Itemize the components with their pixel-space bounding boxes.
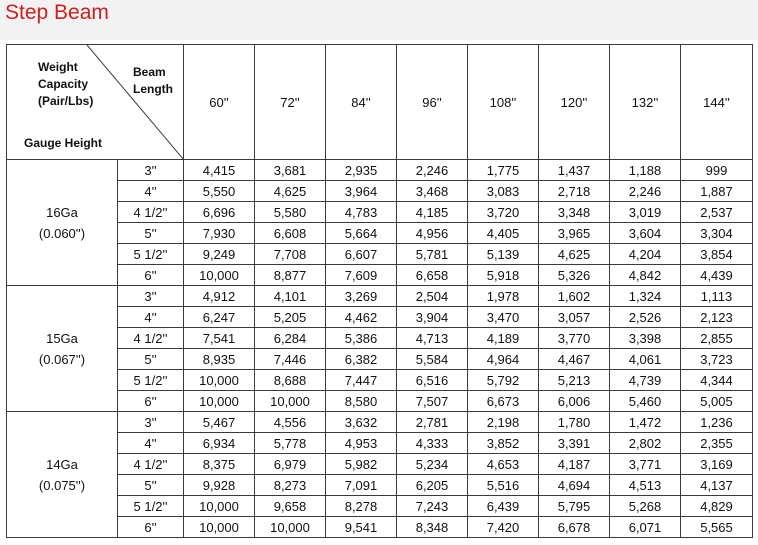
capacity-cell: 5,664 — [326, 223, 397, 244]
capacity-cell: 4,344 — [681, 370, 753, 391]
gauge-group-cell — [7, 160, 118, 286]
beam-height-cell: 6'' — [118, 517, 184, 538]
capacity-cell: 3,854 — [681, 244, 753, 265]
capacity-cell: 4,964 — [468, 349, 539, 370]
capacity-cell: 8,688 — [255, 370, 326, 391]
table-row — [7, 433, 753, 454]
capacity-cell: 6,516 — [397, 370, 468, 391]
capacity-cell: 6,673 — [468, 391, 539, 412]
beam-height-cell: 5'' — [118, 349, 184, 370]
beam-height-cell: 4 1/2'' — [118, 202, 184, 223]
capacity-cell: 7,091 — [326, 475, 397, 496]
capacity-cell: 4,829 — [681, 496, 753, 517]
capacity-cell: 3,604 — [610, 223, 681, 244]
capacity-cell: 8,580 — [326, 391, 397, 412]
capacity-cell: 4,333 — [397, 433, 468, 454]
capacity-cell: 4,956 — [397, 223, 468, 244]
capacity-table — [6, 44, 753, 538]
capacity-cell: 4,187 — [539, 454, 610, 475]
beam-length-header: 132'' — [610, 45, 681, 160]
capacity-cell: 6,658 — [397, 265, 468, 286]
table-row — [7, 412, 753, 433]
beam-length-header: 120'' — [539, 45, 610, 160]
capacity-cell: 3,771 — [610, 454, 681, 475]
capacity-cell: 3,720 — [468, 202, 539, 223]
beam-length-line2: Length — [133, 82, 173, 96]
capacity-cell: 2,718 — [539, 181, 610, 202]
capacity-cell: 6,006 — [539, 391, 610, 412]
capacity-cell: 3,770 — [539, 328, 610, 349]
capacity-cell: 4,462 — [326, 307, 397, 328]
capacity-cell: 3,269 — [326, 286, 397, 307]
beam-height-cell: 4'' — [118, 181, 184, 202]
capacity-cell: 3,169 — [681, 454, 753, 475]
capacity-cell: 5,516 — [468, 475, 539, 496]
beam-height-cell: 3'' — [118, 160, 184, 181]
capacity-cell: 4,912 — [184, 286, 255, 307]
capacity-cell: 1,437 — [539, 160, 610, 181]
table-row — [7, 496, 753, 517]
beam-length-header: 96'' — [397, 45, 468, 160]
capacity-cell: 4,783 — [326, 202, 397, 223]
capacity-cell: 8,375 — [184, 454, 255, 475]
gauge-thickness: (0.060'') — [38, 225, 86, 241]
capacity-cell: 3,057 — [539, 307, 610, 328]
capacity-cell: 9,928 — [184, 475, 255, 496]
capacity-cell: 1,113 — [681, 286, 753, 307]
capacity-cell: 3,723 — [681, 349, 753, 370]
capacity-cell: 3,964 — [326, 181, 397, 202]
capacity-cell: 5,460 — [610, 391, 681, 412]
capacity-cell: 9,541 — [326, 517, 397, 538]
capacity-cell: 6,071 — [610, 517, 681, 538]
weight-capacity-label — [38, 59, 93, 110]
capacity-cell: 1,236 — [681, 412, 753, 433]
capacity-cell: 5,268 — [610, 496, 681, 517]
capacity-cell: 7,446 — [255, 349, 326, 370]
table-row — [7, 517, 753, 538]
table-row — [7, 391, 753, 412]
capacity-cell: 4,556 — [255, 412, 326, 433]
beam-height-cell: 5 1/2'' — [118, 496, 184, 517]
capacity-cell: 5,213 — [539, 370, 610, 391]
capacity-cell: 3,083 — [468, 181, 539, 202]
capacity-cell: 1,780 — [539, 412, 610, 433]
beam-height-cell: 4'' — [118, 433, 184, 454]
capacity-cell: 6,439 — [468, 496, 539, 517]
beam-height-cell: 5'' — [118, 223, 184, 244]
capacity-cell: 6,696 — [184, 202, 255, 223]
capacity-cell: 5,005 — [681, 391, 753, 412]
capacity-cell: 5,792 — [468, 370, 539, 391]
gauge-label: 16Ga — [46, 204, 78, 220]
capacity-cell: 4,415 — [184, 160, 255, 181]
capacity-cell: 6,607 — [326, 244, 397, 265]
capacity-cell: 3,632 — [326, 412, 397, 433]
beam-height-cell: 5'' — [118, 475, 184, 496]
table-row — [7, 244, 753, 265]
table-header — [7, 45, 753, 160]
table-row — [7, 349, 753, 370]
table-row — [7, 307, 753, 328]
capacity-cell: 5,205 — [255, 307, 326, 328]
capacity-cell: 2,123 — [681, 307, 753, 328]
capacity-cell: 10,000 — [184, 496, 255, 517]
capacity-cell: 7,541 — [184, 328, 255, 349]
capacity-cell: 5,795 — [539, 496, 610, 517]
beam-length-header: 72'' — [255, 45, 326, 160]
gauge-thickness: (0.075'') — [38, 477, 86, 493]
capacity-cell: 5,778 — [255, 433, 326, 454]
capacity-cell: 7,708 — [255, 244, 326, 265]
gauge-label: 15Ga — [46, 330, 78, 346]
table-body — [7, 160, 753, 538]
capacity-cell: 6,934 — [184, 433, 255, 454]
capacity-cell: 4,061 — [610, 349, 681, 370]
capacity-cell: 2,855 — [681, 328, 753, 349]
gauge-group-cell — [7, 412, 118, 538]
capacity-cell: 2,526 — [610, 307, 681, 328]
capacity-cell: 3,019 — [610, 202, 681, 223]
capacity-cell: 4,842 — [610, 265, 681, 286]
capacity-cell: 6,382 — [326, 349, 397, 370]
capacity-cell: 4,204 — [610, 244, 681, 265]
capacity-cell: 10,000 — [184, 517, 255, 538]
corner-header — [7, 45, 184, 160]
table-row — [7, 202, 753, 223]
capacity-cell: 4,739 — [610, 370, 681, 391]
capacity-cell: 7,507 — [397, 391, 468, 412]
capacity-cell: 5,584 — [397, 349, 468, 370]
beam-height-cell: 5 1/2'' — [118, 244, 184, 265]
capacity-cell: 3,398 — [610, 328, 681, 349]
weight-capacity-line2: Capacity — [38, 77, 89, 91]
table-row — [7, 286, 753, 307]
capacity-cell: 9,658 — [255, 496, 326, 517]
capacity-cell: 7,930 — [184, 223, 255, 244]
capacity-cell: 5,550 — [184, 181, 255, 202]
capacity-cell: 2,781 — [397, 412, 468, 433]
capacity-cell: 3,304 — [681, 223, 753, 244]
capacity-cell: 4,101 — [255, 286, 326, 307]
capacity-cell: 4,713 — [397, 328, 468, 349]
capacity-cell: 3,681 — [255, 160, 326, 181]
capacity-cell: 2,504 — [397, 286, 468, 307]
capacity-cell: 10,000 — [255, 391, 326, 412]
capacity-cell: 3,348 — [539, 202, 610, 223]
capacity-cell: 7,243 — [397, 496, 468, 517]
table-row — [7, 223, 753, 244]
capacity-cell: 9,249 — [184, 244, 255, 265]
capacity-cell: 4,185 — [397, 202, 468, 223]
capacity-cell: 10,000 — [255, 517, 326, 538]
beam-height-cell: 4'' — [118, 307, 184, 328]
capacity-cell: 1,978 — [468, 286, 539, 307]
capacity-cell: 5,982 — [326, 454, 397, 475]
capacity-cell: 5,386 — [326, 328, 397, 349]
capacity-cell: 3,852 — [468, 433, 539, 454]
capacity-cell: 5,918 — [468, 265, 539, 286]
beam-height-cell: 4 1/2'' — [118, 454, 184, 475]
capacity-cell: 10,000 — [184, 265, 255, 286]
gauge-group-cell — [7, 286, 118, 412]
capacity-cell: 6,979 — [255, 454, 326, 475]
table-row — [7, 475, 753, 496]
gauge-height-label: Gauge Height — [24, 136, 103, 150]
gauge-label: 14Ga — [46, 456, 78, 472]
capacity-cell: 4,694 — [539, 475, 610, 496]
beam-length-header: 144'' — [681, 45, 753, 160]
capacity-cell: 5,781 — [397, 244, 468, 265]
capacity-cell: 8,348 — [397, 517, 468, 538]
beam-length-line1: Beam — [133, 65, 166, 79]
capacity-cell: 8,935 — [184, 349, 255, 370]
capacity-cell: 6,608 — [255, 223, 326, 244]
capacity-cell: 10,000 — [184, 370, 255, 391]
capacity-cell: 4,653 — [468, 454, 539, 475]
capacity-cell: 4,953 — [326, 433, 397, 454]
table-row — [7, 454, 753, 475]
beam-length-header: 84'' — [326, 45, 397, 160]
capacity-cell: 2,802 — [610, 433, 681, 454]
capacity-cell: 1,324 — [610, 286, 681, 307]
capacity-cell: 5,580 — [255, 202, 326, 223]
table-row — [7, 328, 753, 349]
capacity-cell: 6,205 — [397, 475, 468, 496]
capacity-cell: 5,565 — [681, 517, 753, 538]
capacity-cell: 4,467 — [539, 349, 610, 370]
capacity-cell: 4,439 — [681, 265, 753, 286]
capacity-cell: 2,537 — [681, 202, 753, 223]
beam-length-label — [133, 64, 173, 98]
weight-capacity-line1: Weight — [38, 60, 78, 74]
capacity-cell: 4,625 — [255, 181, 326, 202]
capacity-cell: 1,188 — [610, 160, 681, 181]
beam-length-header: 60'' — [184, 45, 255, 160]
capacity-cell: 2,246 — [610, 181, 681, 202]
capacity-cell: 1,472 — [610, 412, 681, 433]
table-row — [7, 181, 753, 202]
header-row — [7, 45, 753, 160]
capacity-cell: 3,470 — [468, 307, 539, 328]
title-bar — [0, 0, 758, 40]
capacity-cell: 2,355 — [681, 433, 753, 454]
capacity-cell: 6,247 — [184, 307, 255, 328]
capacity-cell: 8,278 — [326, 496, 397, 517]
capacity-cell: 7,609 — [326, 265, 397, 286]
capacity-cell: 3,468 — [397, 181, 468, 202]
table-row — [7, 265, 753, 286]
capacity-cell: 8,877 — [255, 265, 326, 286]
beam-height-cell: 3'' — [118, 412, 184, 433]
capacity-cell: 5,326 — [539, 265, 610, 286]
capacity-cell: 8,273 — [255, 475, 326, 496]
gauge-thickness: (0.067'') — [38, 351, 86, 367]
capacity-cell: 4,137 — [681, 475, 753, 496]
capacity-cell: 4,405 — [468, 223, 539, 244]
capacity-cell: 1,775 — [468, 160, 539, 181]
beam-height-cell: 3'' — [118, 286, 184, 307]
capacity-cell: 2,935 — [326, 160, 397, 181]
capacity-cell: 10,000 — [184, 391, 255, 412]
weight-capacity-line3: (Pair/Lbs) — [38, 94, 94, 108]
table-row — [7, 370, 753, 391]
capacity-cell: 6,678 — [539, 517, 610, 538]
capacity-cell: 5,139 — [468, 244, 539, 265]
capacity-cell: 1,602 — [539, 286, 610, 307]
capacity-cell: 3,904 — [397, 307, 468, 328]
capacity-cell: 7,447 — [326, 370, 397, 391]
beam-height-cell: 5 1/2'' — [118, 370, 184, 391]
capacity-cell: 4,625 — [539, 244, 610, 265]
capacity-cell: 3,391 — [539, 433, 610, 454]
capacity-cell: 5,234 — [397, 454, 468, 475]
capacity-cell: 6,284 — [255, 328, 326, 349]
beam-height-cell: 6'' — [118, 391, 184, 412]
capacity-cell: 1,887 — [681, 181, 753, 202]
beam-height-cell: 6'' — [118, 265, 184, 286]
capacity-cell: 4,189 — [468, 328, 539, 349]
capacity-cell: 999 — [681, 160, 753, 181]
capacity-cell: 3,965 — [539, 223, 610, 244]
capacity-cell: 5,467 — [184, 412, 255, 433]
capacity-cell: 2,246 — [397, 160, 468, 181]
beam-length-header: 108'' — [468, 45, 539, 160]
capacity-cell: 2,198 — [468, 412, 539, 433]
capacity-cell: 4,513 — [610, 475, 681, 496]
beam-height-cell: 4 1/2'' — [118, 328, 184, 349]
page-title: Step Beam — [5, 1, 109, 24]
capacity-cell: 7,420 — [468, 517, 539, 538]
table-row — [7, 160, 753, 181]
